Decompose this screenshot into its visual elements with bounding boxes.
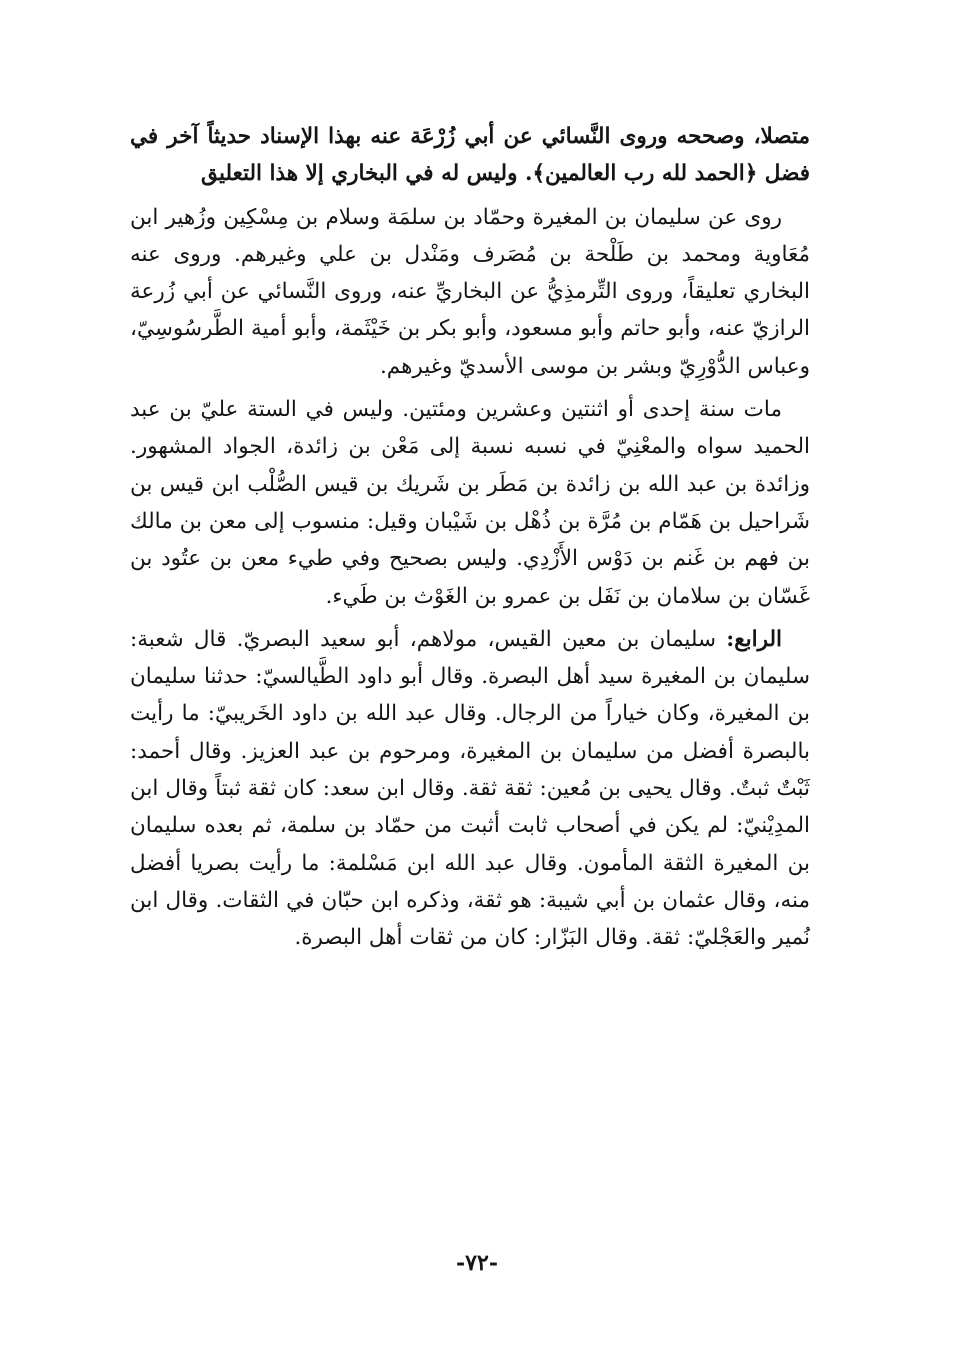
paragraph-3: مات سنة إحدى أو اثنتين وعشرين ومئتين. وليس في الستة عليّ بن عبد الحميد سواه والمعْنِيّ في نسبه نسبة إلى مَعْن بن زائدة، الجواد المشهور. وزائدة بن عبد الله بن زائدة بن مَطَر بن شَريك بن قيس الصُّلْب ابن قيس بن شَراحيل بن هَمّام بن مُرَّة بن ذُهْل بن شَيْبان وقيل: منسوب إلى معن بن مالك بن فهم بن غَنم بن دَوْس الأَزْدِي. وليس بصحيح وفي طيء معن بن عتُود بن غَسّان بن سلامان بن نَفَل بن عمرو بن الغَوْث بن طَيء. [130, 397, 810, 609]
paragraph-4-text: سليمان بن معين القيس، مولاهم، أبو سعيد البصريّ. قال شعبة: سليمان بن المغيرة سيد أهل البصرة. وقال أبو داود الطَّيالسيّ: حدثنا سليمان بن المغيرة، وكان خياراً من الرجال. وقال عبد الله بن داود الخَريبيّ: ما رأيت بالبصرة أفضل من سليمان بن المغيرة، ومرحوم بن عبد العزيز. وقال أحمد: ثَبْتٌ ثبتٌ. وقال يحيى بن مُعين: ثقة ثقة. وقال ابن سعد: كان ثقة ثبتاً وقال ابن المدِيْنيّ: لم يكن في أصحاب ثابت أثبت من حمّاد بن سلمة، ثم بعده سليمان بن المغيرة الثقة المأمون. وقال عبد الله ابن مَسْلمة: ما رأيت بصريا أفضل منه، وقال عثمان بن أبي شيبة: هو ثقة، وذكره ابن حبّان في الثقات. وقال ابن نُمير والعَجْليّ: ثقة. وقال البَزّار: كان من ثقات أهل البصرة. [130, 626, 810, 951]
paragraph-2: روى عن سليمان بن المغيرة وحمّاد بن سلمَة وسلام بن مِسْكِين وزُهير ابن مُعَاوية ومحمد بن طَلْحة بن مُصَرف ومَنْدل بن علي وغيرهم. وروى عنه البخاري تعليقاً، وروى التِّرمذِيُّ عن البخاريِّ عنه، وروى النَّسائي عن أبي زُرعة الرازيّ عنه، وأبو حاتم وأبو مسعود، وأبو بكر بن خَيْثَمة، وأبو أمية الطَّرسُوسِيّ، وعباس الدُّوْرِيّ وبشر بن موسى الأسديّ وغيرهم. [130, 204, 810, 379]
paragraph-4 [130, 621, 810, 957]
paragraph-4-lead: الرابع: [726, 626, 782, 652]
page-number: -٧٢- [456, 1250, 498, 1276]
paragraph-1: متصلا، وصححه وروى النَّسائي عن أبي زُرْعَة عنه بهذا الإسناد حديثاً آخر في فضل ﴿الحمد لله رب العالمين﴾. وليس له في البخاري إلا هذا التعليق [130, 124, 810, 187]
page-body [130, 118, 810, 957]
